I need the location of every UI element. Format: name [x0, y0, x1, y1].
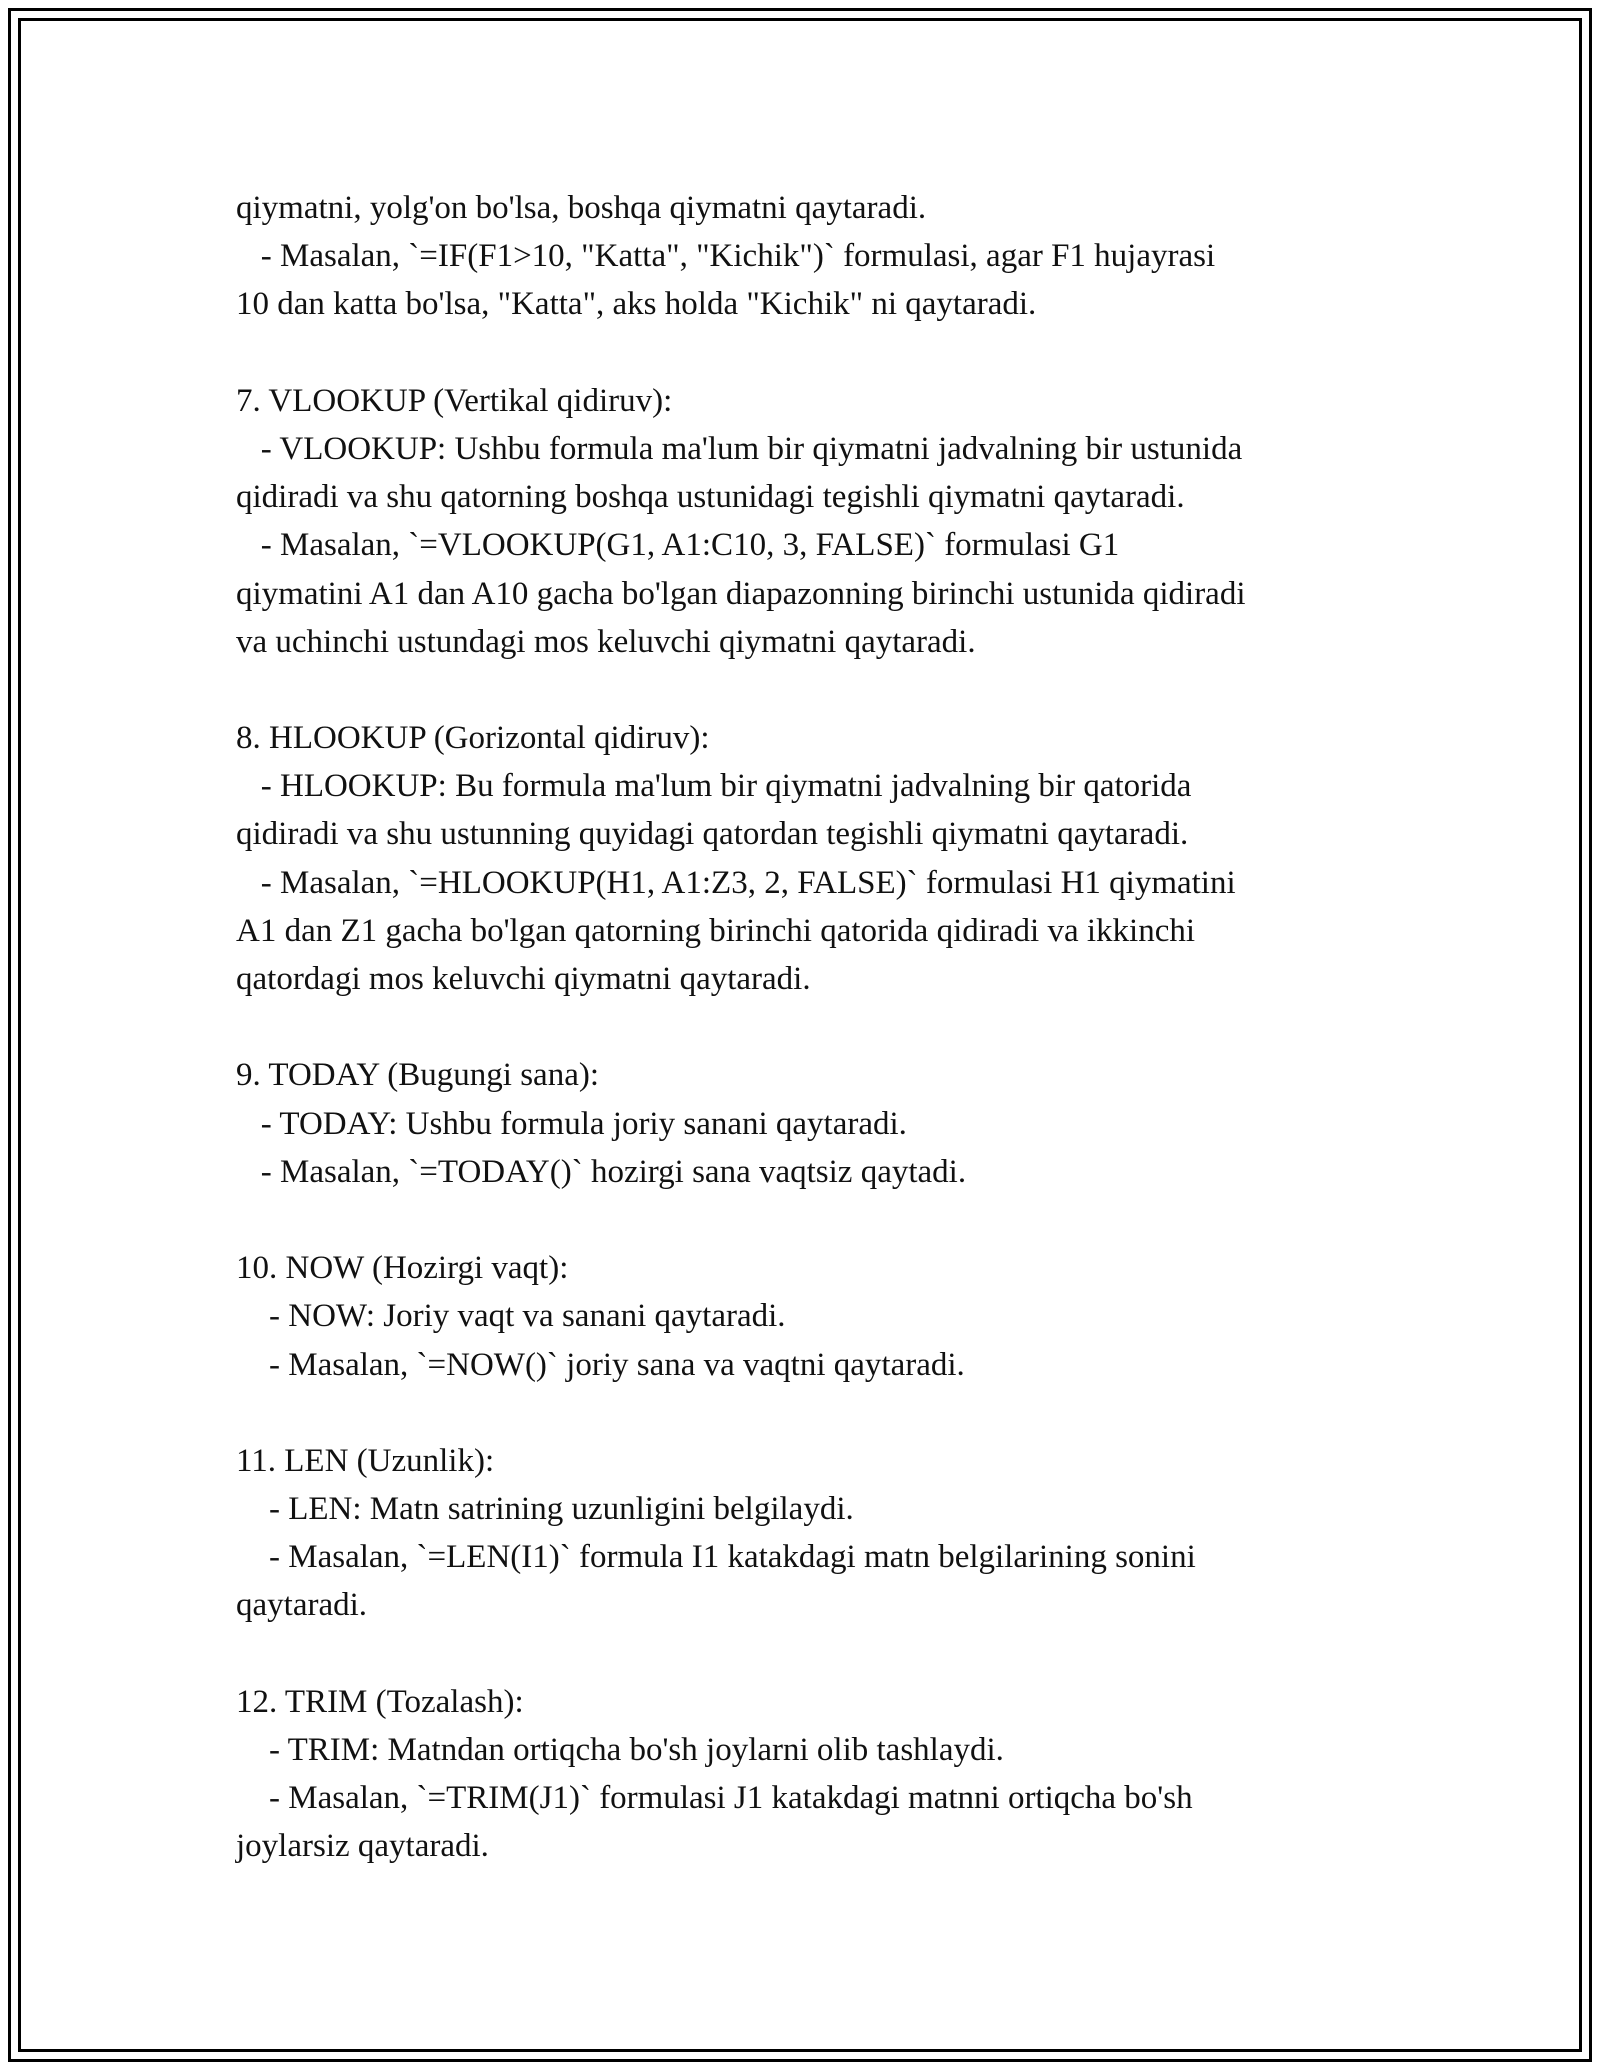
- text-line: - Masalan, `=TODAY()` hozirgi sana vaqtsiz qaytadi.: [236, 1153, 967, 1190]
- text-line: - Masalan, `=TRIM(J1)` formulasi J1 katakdagi matnni ortiqcha bo'sh: [236, 1780, 1193, 1817]
- document-body: [236, 184, 1366, 1871]
- text-line: 10 dan katta bo'lsa, "Katta", aks holda "Kichik" ni qaytaradi.: [236, 286, 1037, 323]
- section-vlookup: [236, 377, 1366, 666]
- text-line: qatordagi mos keluvchi qiymatni qaytaradi.: [236, 961, 811, 997]
- text-line: - TODAY: Ushbu formula joriy sanani qaytaradi.: [236, 1105, 907, 1142]
- paragraph-spacer: [236, 1003, 1366, 1051]
- text-line: - Masalan, `=NOW()` joriy sana va vaqtni qaytaradi.: [236, 1346, 965, 1383]
- text-line: - Masalan, `=HLOOKUP(H1, A1:Z3, 2, FALSE)` formulasi H1 qiymatini: [236, 864, 1236, 901]
- paragraph-spacer: [236, 329, 1366, 377]
- section-heading: 10. NOW (Hozirgi vaqt):: [236, 1250, 569, 1287]
- section-if-continuation: [236, 184, 1366, 329]
- text-line: - NOW: Joriy vaqt va sanani qaytaradi.: [236, 1298, 786, 1335]
- text-line: A1 dan Z1 gacha bo'lgan qatorning birinchi qatorida qidiradi va ikkinchi: [236, 912, 1196, 949]
- text-line: - Masalan, `=VLOOKUP(G1, A1:C10, 3, FALSE)` formulasi G1: [236, 527, 1120, 564]
- paragraph-spacer: [236, 1196, 1366, 1244]
- text-line: - LEN: Matn satrining uzunligini belgilaydi.: [236, 1491, 854, 1528]
- text-line: - TRIM: Matndan ortiqcha bo'sh joylarni olib tashlaydi.: [236, 1732, 1004, 1768]
- section-heading: 7. VLOOKUP (Vertikal qidiruv):: [236, 382, 673, 419]
- section-len: [236, 1437, 1366, 1630]
- text-line: - Masalan, `=LEN(I1)` formula I1 katakdagi matn belgilarining sonini: [236, 1539, 1196, 1576]
- text-line: qaytaradi.: [236, 1587, 368, 1624]
- text-line: joylarsiz qaytaradi.: [236, 1828, 489, 1865]
- text-line: qiymatini A1 dan A10 gacha bo'lgan diapazonning birinchi ustunida qidiradi: [236, 575, 1246, 612]
- section-trim: [236, 1678, 1366, 1871]
- text-line: qidiradi va shu ustunning quyidagi qatordan tegishli qiymatni qaytaradi.: [236, 816, 1189, 853]
- text-line: va uchinchi ustundagi mos keluvchi qiymatni qaytaradi.: [236, 623, 976, 660]
- text-line: - HLOOKUP: Bu formula ma'lum bir qiymatni jadvalning bir qatorida: [236, 768, 1192, 805]
- section-now: [236, 1244, 1366, 1389]
- section-today: [236, 1051, 1366, 1196]
- section-hlookup: [236, 714, 1366, 1003]
- section-heading: 9. TODAY (Bugungi sana):: [236, 1057, 599, 1094]
- section-heading: 8. HLOOKUP (Gorizontal qidiruv):: [236, 720, 710, 757]
- text-line: qiymatni, yolg'on bo'lsa, boshqa qiymatni qaytaradi.: [236, 190, 927, 226]
- text-line: - VLOOKUP: Ushbu formula ma'lum bir qiymatni jadvalning bir ustunida: [236, 430, 1243, 467]
- paragraph-spacer: [236, 666, 1366, 714]
- section-heading: 12. TRIM (Tozalash):: [236, 1683, 524, 1720]
- section-heading: 11. LEN (Uzunlik):: [236, 1442, 495, 1479]
- paragraph-spacer: [236, 1630, 1366, 1678]
- text-line: qidiradi va shu qatorning boshqa ustunidagi tegishli qiymatni qaytaradi.: [236, 479, 1185, 516]
- paragraph-spacer: [236, 1389, 1366, 1437]
- text-line: - Masalan, `=IF(F1>10, "Katta", "Kichik")` formulasi, agar F1 hujayrasi: [236, 238, 1216, 275]
